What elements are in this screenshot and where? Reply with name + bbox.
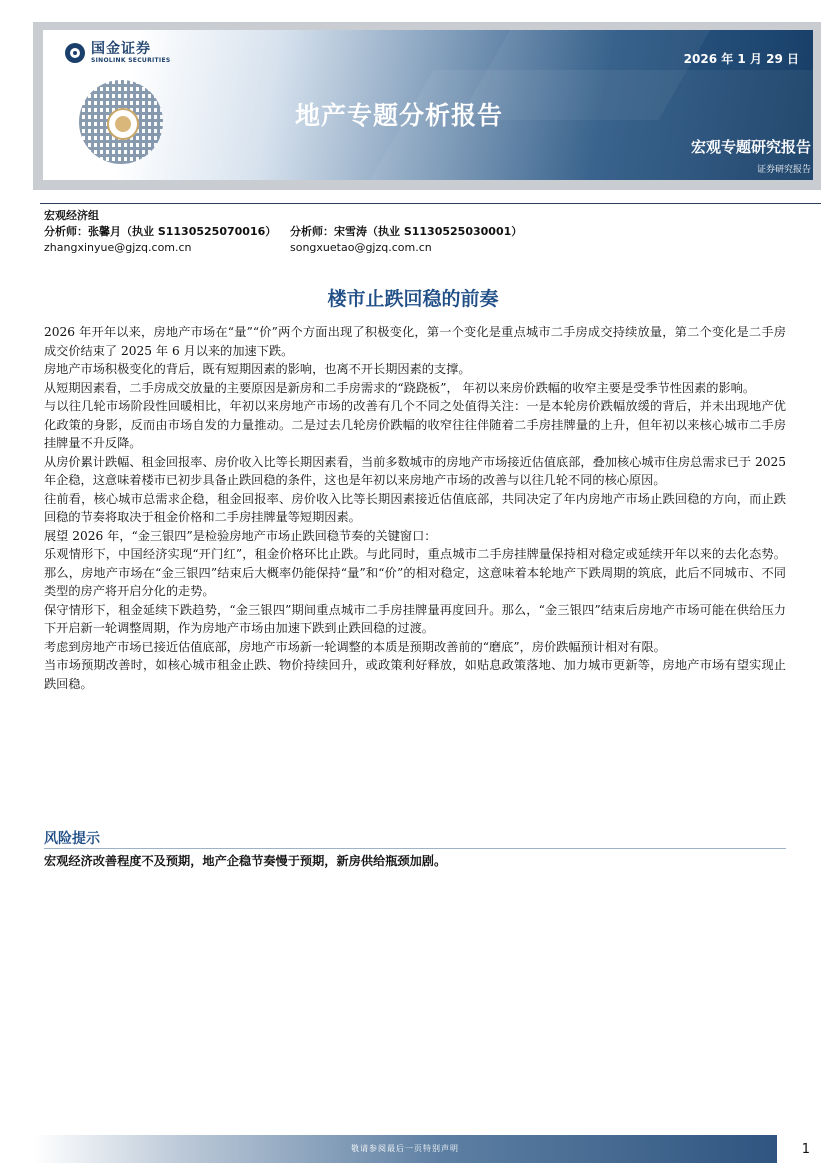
research-group: 宏观经济组 bbox=[44, 209, 99, 222]
report-subtype: 证券研究报告 bbox=[756, 165, 811, 175]
report-type: 宏观专题研究报告 bbox=[690, 138, 811, 156]
page-number: 1 bbox=[801, 1142, 810, 1157]
body-paragraph: 往前看，核心城市总需求企稳，租金回报率、房价收入比等长期因素接近估值底部，共同决定了年内房地产市场止跌回稳的方向，而止跌回稳的节奏将取决于租金价格和二手房挂牌量等短期因素。 bbox=[44, 491, 786, 524]
body-paragraph: 当市场预期改善时，如核心城市租金止跌、物价持续回升，或政策利好释放，如贴息政策落地、加力城市更新等，房地产市场有望实现止跌回稳。 bbox=[44, 658, 786, 691]
risk-heading: 风险提示 bbox=[44, 831, 100, 847]
footer-disclaimer: 敬请参阅最后一页特别声明 bbox=[351, 1144, 459, 1153]
article-body bbox=[44, 323, 786, 693]
company-logo bbox=[65, 42, 170, 64]
qr-center-logo-icon bbox=[107, 108, 139, 140]
analyst-2-email[interactable]: songxuetao@gjzq.com.cn bbox=[290, 241, 432, 254]
body-paragraph: 房地产市场积极变化的背后，既有短期因素的影响，也离不开长期因素的支撑。 bbox=[44, 362, 471, 376]
body-paragraph: 乐观情形下，中国经济实现“开门红”，租金价格环比止跌。与此同时，重点城市二手房挂牌量保持相对稳定或延续开年以来的去化态势。那么，房地产市场在“金三银四”结束后大概率仍能保持“量”和“价”的相对稳定，这意味着本轮地产下跌周期的筑底，此后不同城市、不同类型的房产将开启分化的走势。 bbox=[44, 547, 786, 598]
body-paragraph: 展望 2026 年，“金三银四”是检验房地产市场止跌回稳节奏的关键窗口： bbox=[44, 528, 437, 543]
body-paragraph: 从房价累计跌幅、租金回报率、房价收入比等长期因素看，当前多数城市的房地产市场接近估值底部，叠加核心城市住房总需求已于 2025 年企稳，这意味着楼市已初步具备止跌回稳的条件，这也是年初以来房地产市场的改善与以往几轮不同的核心原因。 bbox=[44, 454, 786, 487]
divider bbox=[40, 203, 821, 204]
author-block bbox=[44, 208, 522, 256]
article-title: 楼市止跌回稳的前奏 bbox=[327, 288, 499, 310]
body-paragraph: 从短期因素看，二手房成交放量的主要原因是新房和二手房需求的“跷跷板”， 年初以来房价跌幅的收窄主要是受季节性因素的影响。 bbox=[44, 380, 756, 395]
body-paragraph: 保守情形下，租金延续下跌趋势，“金三银四”期间重点城市二手房挂牌量再度回升。那么，“金三银四”结束后房地产市场可能在供给压力下开启新一轮调整周期，作为房地产市场由加速下跌到止跌回稳的过渡。 bbox=[44, 602, 786, 635]
analyst-1-email[interactable]: zhangxinyue@gjzq.com.cn bbox=[44, 241, 192, 254]
divider bbox=[44, 848, 786, 849]
footer-bar bbox=[33, 1135, 777, 1163]
body-paragraph: 与以往几轮市场阶段性回暖相比，年初以来房地产市场的改善有几个不同之处值得关注：一是本轮房价跌幅放缓的背后，并未出现地产优化政策的身影，反而由市场自发的力量推动。二是过去几轮房价跌幅的收窄往往伴随着二手房挂牌量的上升，但年初以来核心城市二手房挂牌量不升反降。 bbox=[44, 399, 786, 450]
report-title: 地产专题分析报告 bbox=[295, 101, 504, 130]
report-date: 2026 年 1 月 29 日 bbox=[683, 52, 799, 66]
analyst-1: 分析师：张馨月（执业 S1130525070016） bbox=[44, 225, 277, 238]
header-banner bbox=[33, 22, 821, 190]
body-paragraph: 2026 年开年以来，房地产市场在“量”“价”两个方面出现了积极变化，第一个变化是重点城市二手房成交持续放量，第二个变化是二手房成交价结束了 2025 年 6 月以来的加速下跌。 bbox=[44, 325, 786, 358]
analyst-2: 分析师：宋雪涛（执业 S1130525030001） bbox=[290, 225, 523, 238]
banner-background bbox=[43, 30, 813, 180]
logo-icon bbox=[65, 43, 85, 63]
logo-name-en: SINOLINK SECURITIES bbox=[91, 57, 171, 64]
risk-text: 宏观经济改善程度不及预期，地产企稳节奏慢于预期，新房供给瓶颈加剧。 bbox=[44, 854, 447, 868]
logo-name-cn: 国金证券 bbox=[91, 41, 151, 57]
body-paragraph: 考虑到房地产市场已接近估值底部，房地产市场新一轮调整的本质是预期改善前的“磨底”，房价跌幅预计相对有限。 bbox=[44, 639, 666, 654]
